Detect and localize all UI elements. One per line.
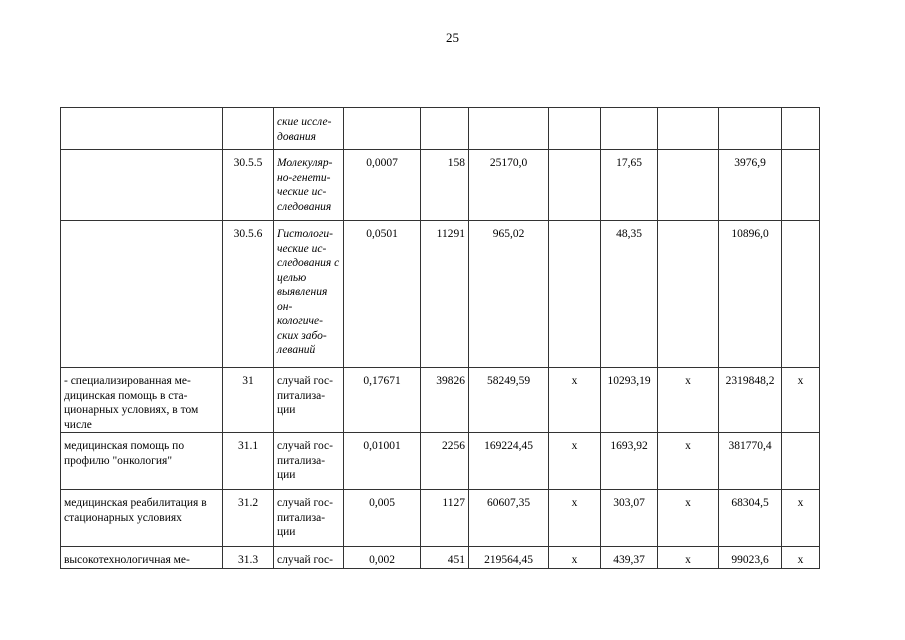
row-unit: Молекуляр- но-генети- ческие ис- следования	[274, 150, 344, 221]
row-unit: случай гос- питализа- ции	[274, 368, 344, 433]
row-unit: случай гос- питализа- ции	[274, 490, 344, 547]
row-per-capita: 10293,19	[601, 368, 658, 433]
row-x3: х	[782, 490, 820, 547]
row-total: 99023,6	[719, 547, 782, 569]
table-row	[61, 547, 820, 569]
row-norm: 0,002	[344, 547, 421, 569]
row-code: 31	[223, 368, 274, 433]
row-x1	[549, 108, 601, 150]
row-cost: 58249,59	[469, 368, 549, 433]
row-per-capita: 48,35	[601, 221, 658, 368]
table-row	[61, 433, 820, 490]
table-row	[61, 108, 820, 150]
row-count: 158	[421, 150, 469, 221]
row-x2: х	[658, 368, 719, 433]
table-row	[61, 150, 820, 221]
row-name: медицинская реабилитация в стационарных условиях	[61, 490, 223, 547]
table-row	[61, 368, 820, 433]
row-x2: х	[658, 433, 719, 490]
row-cost: 60607,35	[469, 490, 549, 547]
tariff-table	[60, 107, 820, 569]
row-x1	[549, 221, 601, 368]
row-name: - специализированная ме- дицинская помощь в ста- ционарных условиях, в том числе	[61, 368, 223, 433]
row-name	[61, 108, 223, 150]
row-x2	[658, 150, 719, 221]
row-x3	[782, 150, 820, 221]
row-x2	[658, 108, 719, 150]
row-total: 68304,5	[719, 490, 782, 547]
row-norm: 0,01001	[344, 433, 421, 490]
row-x2: х	[658, 490, 719, 547]
row-name	[61, 150, 223, 221]
row-code: 31.3	[223, 547, 274, 569]
row-x1: х	[549, 490, 601, 547]
row-cost: 169224,45	[469, 433, 549, 490]
row-per-capita: 303,07	[601, 490, 658, 547]
row-x3: х	[782, 547, 820, 569]
row-cost	[469, 108, 549, 150]
table-row	[61, 221, 820, 368]
row-name	[61, 221, 223, 368]
row-x1: х	[549, 547, 601, 569]
row-per-capita: 439,37	[601, 547, 658, 569]
row-name: медицинская помощь по профилю "онкология"	[61, 433, 223, 490]
row-code: 30.5.5	[223, 150, 274, 221]
row-x2: х	[658, 547, 719, 569]
row-per-capita: 17,65	[601, 150, 658, 221]
row-x1: х	[549, 433, 601, 490]
row-x3	[782, 108, 820, 150]
row-total: 381770,4	[719, 433, 782, 490]
table-row	[61, 490, 820, 547]
row-x2	[658, 221, 719, 368]
row-total: 10896,0	[719, 221, 782, 368]
row-count: 451	[421, 547, 469, 569]
row-per-capita	[601, 108, 658, 150]
row-x3	[782, 433, 820, 490]
row-norm: 0,0007	[344, 150, 421, 221]
row-count: 1127	[421, 490, 469, 547]
row-count: 39826	[421, 368, 469, 433]
row-name: высокотехнологичная ме-	[61, 547, 223, 569]
row-unit: случай гос-	[274, 547, 344, 569]
row-count: 2256	[421, 433, 469, 490]
row-code: 31.2	[223, 490, 274, 547]
row-count: 11291	[421, 221, 469, 368]
row-cost: 965,02	[469, 221, 549, 368]
row-unit: ские иссле- дования	[274, 108, 344, 150]
row-cost: 25170,0	[469, 150, 549, 221]
row-x1	[549, 150, 601, 221]
row-cost: 219564,45	[469, 547, 549, 569]
row-total: 2319848,2	[719, 368, 782, 433]
row-norm: 0,0501	[344, 221, 421, 368]
row-norm: 0,005	[344, 490, 421, 547]
row-unit: Гистологи- ческие ис- следования с целью выявления он- кологиче- ских забо- леваний	[274, 221, 344, 368]
page-number: 25	[446, 30, 459, 45]
row-code: 31.1	[223, 433, 274, 490]
row-x3: х	[782, 368, 820, 433]
row-norm	[344, 108, 421, 150]
row-count	[421, 108, 469, 150]
row-per-capita: 1693,92	[601, 433, 658, 490]
row-unit: случай гос- питализа- ции	[274, 433, 344, 490]
row-code	[223, 108, 274, 150]
row-total: 3976,9	[719, 150, 782, 221]
row-norm: 0,17671	[344, 368, 421, 433]
row-x3	[782, 221, 820, 368]
row-total	[719, 108, 782, 150]
row-code: 30.5.6	[223, 221, 274, 368]
row-x1: х	[549, 368, 601, 433]
